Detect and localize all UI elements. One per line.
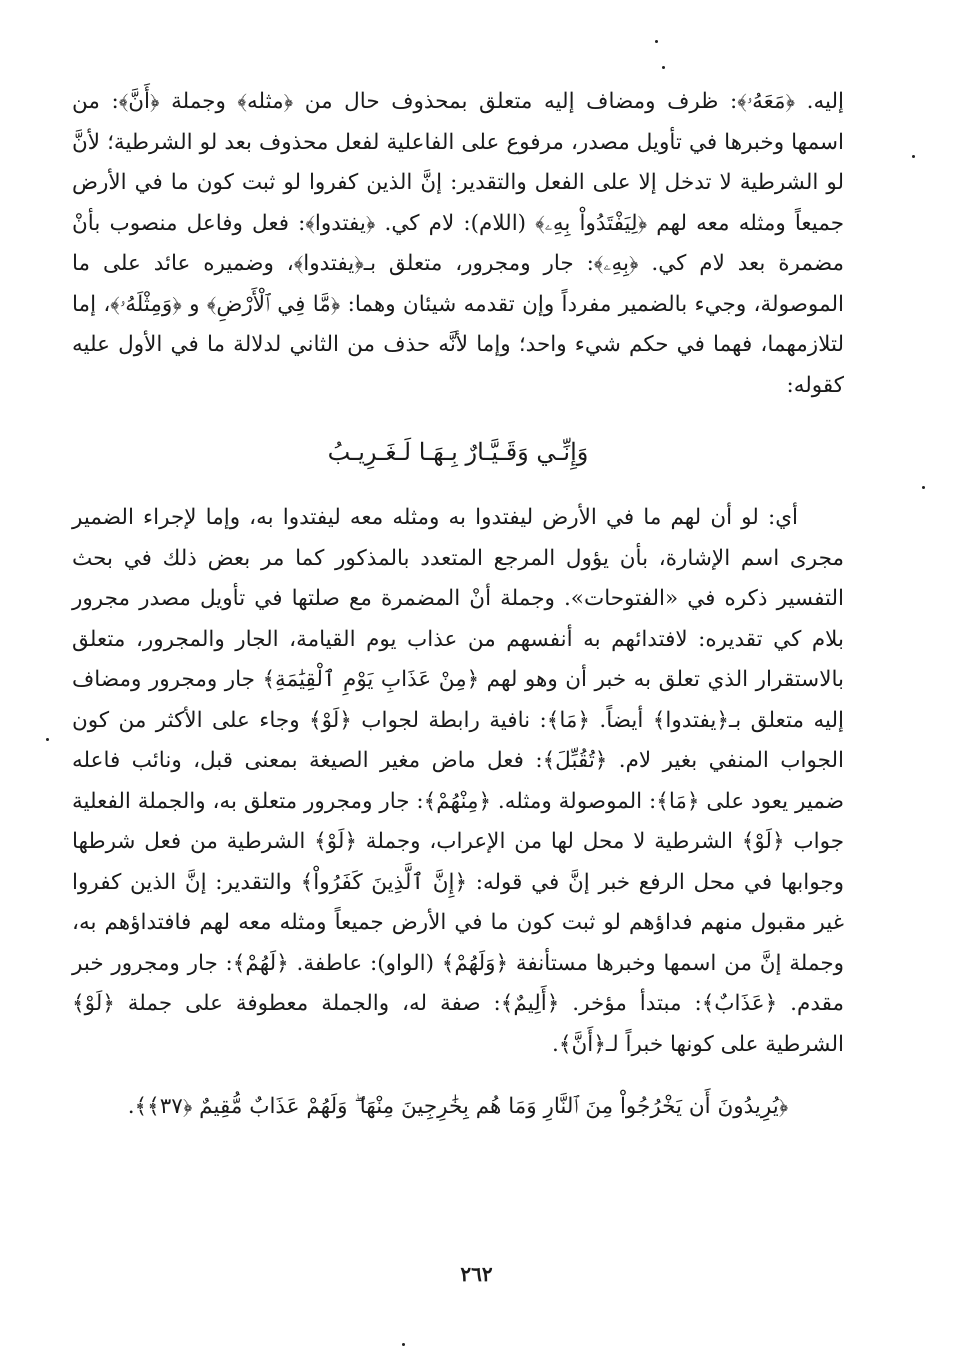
scan-speck	[662, 66, 665, 69]
page-body	[72, 82, 844, 1127]
page-number: ٢٦٢	[460, 1262, 493, 1286]
scan-speck	[922, 486, 925, 489]
scan-speck	[402, 1343, 405, 1346]
poetry-verse: وَإِنِّـي وَقَـيَّـارٌ بِـهَـا لَـغَـرِيـبُ	[327, 438, 589, 466]
quran-verse: ﴿يُرِيدُونَ أَن يَخْرُجُواْ مِنَ ٱلنَّارِ وَمَا هُم بِخَٰرِجِينَ مِنْهَا ۖ وَلَهُمْ عَذَابٌ مُّقِيمٌ ﴿٣٧﴾﴾.	[127, 1094, 789, 1119]
scan-speck	[46, 738, 49, 741]
paragraph-1: إليه. ﴿مَعَهُۥ﴾: ظرف ومضاف إليه متعلق بمحذوف حال من ﴿مثله﴾ وجملة ﴿أَنَّ﴾: من اسمها وخبرها في تأويل مصدر، مرفوع على الفاعلية لفعل محذوف بعد لو الشرطية؛ لأنَّ لو الشرطية لا تدخل إلا على الفعل والتقدير: إنَّ الذين كفروا لو ثبت كون ما في الأرض جميعاً ومثله معه لهم ﴿لِيَفْتَدُواْ بِهِۦ﴾ (اللام): لام كي. ﴿يفتدوا﴾: فعل وفاعل منصوب بأنْ مضمرة بعد لام كي. ﴿بِهِۦ﴾: جار ومجرور، متعلق بـ﴿يفتدوا﴾، وضميره عائد على ما الموصولة، وجيء بالضمير مفرداً وإن تقدمه شيئان وهما: ﴿مَّا فِي ٱلْأَرْضِ﴾ و ﴿وَمِثْلَهُۥ﴾، إما لتلازمهما، فهما في حكم شيء واحد؛ وإما لأنَّه حذف من الثاني لدلالة ما في الأول عليه كقوله:	[72, 89, 844, 398]
scan-speck	[655, 40, 658, 43]
scan-speck	[912, 155, 915, 158]
paragraph-2: أي: لو أن لهم ما في الأرض ليفتدوا به ومثله معه ليفتدوا به، وإما لإجراء الضمير مجرى اسم الإشارة، بأن يؤول المرجع المتعدد بالمذكور كما مر بعض ذلك في بحث التفسير ذكره في «الفتوحات». وجملة أنْ المضمرة مع صلتها في تأويل مصدر مجرور بلام كي تقديره: لافتدائهم به أنفسهم من عذاب يوم القيامة، الجار والمجرور، متعلق بالاستقرار الذي تعلق به خبر أن وهو لهم ﴿مِنْ عَذَابِ يَوْمِ ٱلْقِيَٰمَةِ﴾ جار ومجرور ومضاف إليه متعلق بـ﴿يفتدوا﴾ أيضاً. ﴿مَا﴾: نافية رابطة لجواب ﴿لَوْ﴾ وجاء على الأكثر من كون الجواب المنفي بغير لام. ﴿تُقُبِّلَ﴾: فعل ماض مغير الصيغة بمعنى قبل، ونائب فاعله ضمير يعود على ﴿مَا﴾: الموصولة ومثله. ﴿مِنْهُمْ﴾: جار ومجرور متعلق به، والجملة الفعلية جواب ﴿لَوْ﴾ الشرطية لا محل لها من الإعراب، وجملة ﴿لَوْ﴾ الشرطية من فعل شرطها وجوابها في محل الرفع خبر إنَّ في قوله: ﴿إِنَّ ٱلَّذِينَ كَفَرُواْ﴾ والتقدير: إنَّ الذين كفروا غير مقبول منهم فداؤهم لو ثبت كون ما في الأرض جميعاً ومثله معه لهم فافتداؤهم به، وجملة إنَّ من اسمها وخبرها مستأنفة ﴿وَلَهُمْ﴾ (الواو): عاطفة. ﴿لَهُمْ﴾: جار ومجرور خبر مقدم. ﴿عَذَابٌ﴾: مبتدأ مؤخر. ﴿أَلِيمٌ﴾: صفة له، والجملة معطوفة على جملة ﴿لَوْ﴾ الشرطية على كونها خبراً لـ﴿أَنَّ﴾.	[72, 505, 844, 1057]
